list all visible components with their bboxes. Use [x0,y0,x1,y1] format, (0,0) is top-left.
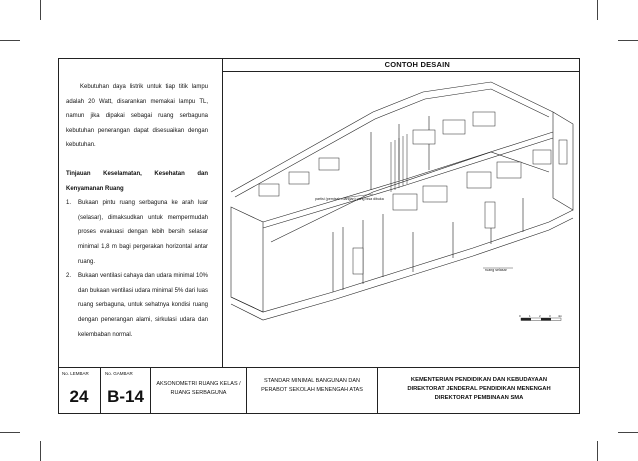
title-block [58,367,580,414]
list-text: Bukaan pintu ruang serbaguna ke arah luar (selasar), dimaksudkan untuk mempermudah proses evakuasi dengan lebih bersih selasar minimal 1,8 m bagi pergerakan horizontal antar ruang. [78,200,208,265]
standard-cell [247,368,378,414]
folding-partition [391,134,407,192]
window [319,158,339,170]
window [423,186,447,202]
window [473,112,495,126]
door [485,202,495,228]
window [413,130,435,144]
text-column [66,80,208,342]
ministry-cell [378,368,580,414]
partition-wall [371,116,429,190]
crop-mark [40,441,41,461]
section-subheading: Tinjauan Keselamatan, Kesehatan dan Kenyamanan Ruang [66,170,208,192]
window [533,150,551,164]
scale-mark: 2 [539,314,541,318]
drawing-number-cell [101,368,151,414]
header-bar [222,58,580,72]
window [393,194,417,210]
crop-mark [618,432,638,433]
drawing-title: AKSONOMETRI RUANG KELAS / RUANG SERBAGUNA [156,381,241,396]
list-text: Bukaan ventilasi cahaya dan udara minimal 10% dan bukaan ventilasi udara minimal 5% dari luas ruang serbaguna, untuk sehatnya kondisi ruang dengan penerangan alami, sirkulasi udara dan kelembaban normal. [78,273,208,338]
window [259,184,279,196]
crop-mark [0,432,20,433]
back-wall-top-inner [235,89,549,197]
crop-mark [597,441,598,461]
crop-mark [597,0,598,20]
partition-label: partisi (pemisah ruangan) yang bisa dibuka [315,197,384,201]
list-number: 2. [66,273,72,280]
ministry-title: KEMENTERIAN PENDIDIKAN DAN KEBUDAYAAN DIREKTORAT JENDERAL PENDIDIKAN MENENGAH DIREKTORAT PEMBINAAN SMA [407,377,551,401]
list-item [66,196,208,269]
list-item [66,269,208,342]
sheet-number: 24 [69,387,89,406]
crop-mark [40,0,41,20]
drawing-title-cell [151,368,247,414]
axonometric-drawing [223,72,579,367]
standard-title: STANDAR MINIMAL BANGUNAN DAN PERABOT SEKOLAH MENENGAH ATAS [261,378,363,393]
selasar-label: ruang selasar [485,268,507,272]
window [289,172,309,184]
floor-slab-edge [231,218,573,320]
scale-mark: 1 [529,314,531,318]
floor-slab [231,210,573,312]
scale-mark: 4m [558,314,563,318]
header-title: CONTOH DESAIN [384,60,450,69]
scale-bar [519,314,563,321]
scale-mark: 3 [549,314,551,318]
window [497,162,521,178]
sheet-number-cell [58,368,101,414]
sheet-number-label: No. LEMBAR [62,371,89,376]
window [443,120,465,134]
drawing-number: B-14 [107,387,144,406]
door [353,248,363,274]
window [467,172,491,188]
intro-paragraph: Kebutuhan daya listrik untuk tiap titik lampu adalah 20 Watt, disarankan memakai lampu TL, namun jika dipakai sebagai ruang serbaguna kebutuhan penerangan dapat disesuaikan dengan kebutuhan. [66,84,208,149]
left-end-wall [231,207,263,312]
crop-mark [0,40,20,41]
drawing-number-label: No. GAMBAR [105,371,133,376]
list-number: 1. [66,200,72,207]
requirements-list [66,196,208,342]
column [413,198,523,272]
crop-mark [618,40,638,41]
door [559,140,567,164]
scale-mark: 0 [519,314,521,318]
